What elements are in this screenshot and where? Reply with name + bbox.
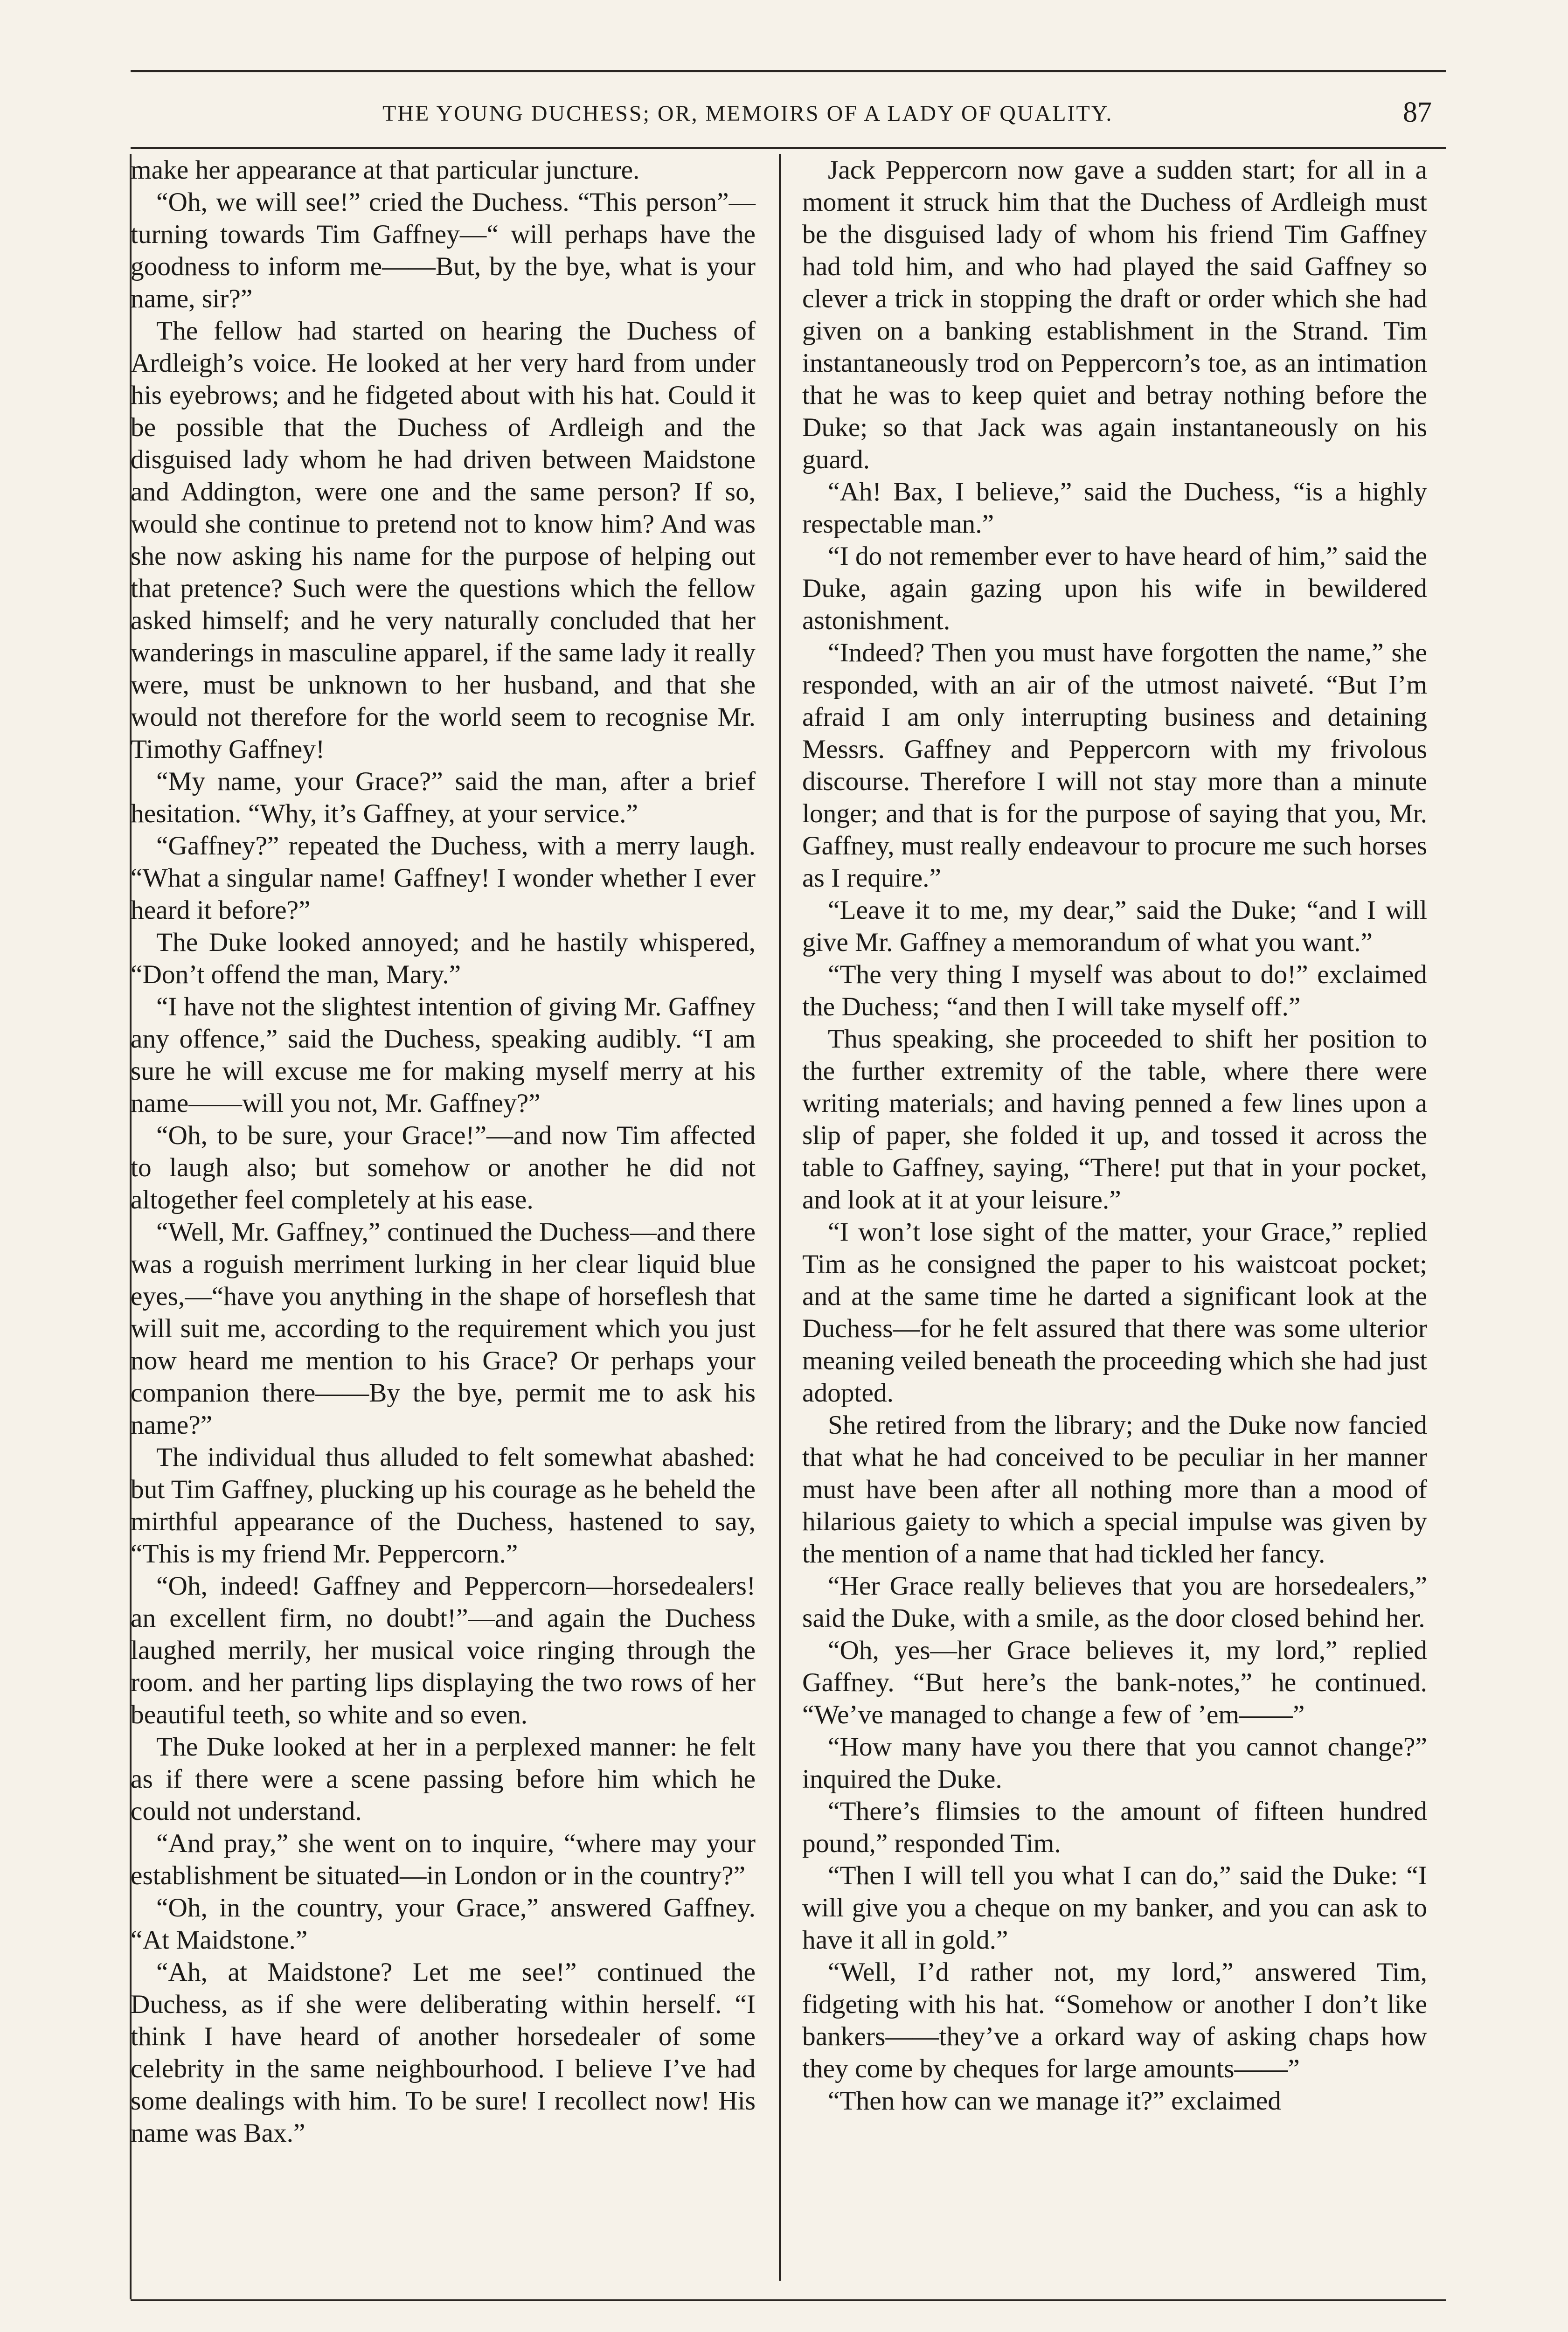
paragraph: make her appearance at that particular juncture. xyxy=(131,155,640,185)
paragraph: “I won’t lose sight of the matter, your Grace,” replied Tim as he consigned the paper to his waistcoat pocket; and at the same time he darted a significant look at the Duchess—for he felt assured that there was some ulterior meaning veiled beneath the proceeding which she had just adopted. xyxy=(802,1217,1427,1408)
paragraph: “I do not remember ever to have heard of him,” said the Duke, again gazing upon his wife in bewildered astonishment. xyxy=(802,541,1427,635)
paragraph: She retired from the library; and the Duke now fancied that what he had conceived to be peculiar in her manner must have been after all nothing more than a mood of hilarious gaiety to which a special impulse was given by the mention of a name that had tickled her fancy. xyxy=(802,1410,1427,1569)
paragraph: “Well, Mr. Gaffney,” continued the Duchess—and there was a roguish merriment lurking in her clear liquid blue eyes,—“have you anything in the shape of horseflesh that will suit me, according to the requirement which you just now heard me mention to his Grace? Or perhaps your companion there——By the bye, permit me to ask his name?” xyxy=(131,1217,756,1440)
left-column xyxy=(131,154,756,2149)
paragraph: Jack Peppercorn now gave a sudden start; for all in a moment it struck him that the Duchess of Ardleigh must be the disguised lady of whom his friend Tim Gaffney had told him, and who had played the said Gaffney so clever a trick in stopping the draft or order which she had given on a banking establishment in the Strand. Tim instantaneously trod on Peppercorn’s toe, as an intimation that he was to keep quiet and betray nothing before the Duke; so that Jack was again instantaneously on his guard. xyxy=(802,155,1427,474)
paragraph: “Oh, indeed! Gaffney and Peppercorn—horsedealers! an excellent firm, no doubt!”—and again the Duchess laughed merrily, her musical voice ringing through the room. and her parting lips displaying the two rows of her beautiful teeth, so white and so even. xyxy=(131,1571,756,1729)
page-header xyxy=(117,92,1446,144)
paragraph: Thus speaking, she proceeded to shift her position to the further extremity of the table, where there were writing materials; and having penned a few lines upon a slip of paper, she folded it up, and tossed it across the table to Gaffney, saying, “There! put that in your pocket, and look at it at your leisure.” xyxy=(802,1024,1427,1215)
column-divider xyxy=(779,154,781,2281)
bottom-rule xyxy=(131,2299,1446,2301)
paragraph: “Her Grace really believes that you are horsedealers,” said the Duke, with a smile, as the door closed behind her. xyxy=(802,1571,1427,1633)
paragraph: “Oh, we will see!” cried the Duchess. “This person”—turning towards Tim Gaffney—“ will perhaps have the goodness to inform me——But, by the bye, what is your name, sir?” xyxy=(131,187,756,313)
paragraph: “I have not the slightest intention of giving Mr. Gaffney any offence,” said the Duchess, speaking audibly. “I am sure he will excuse me for making myself merry at his name——will you not, Mr. Gaffney?” xyxy=(131,992,756,1118)
page-number: 87 xyxy=(1403,97,1432,128)
paragraph: “Then I will tell you what I can do,” said the Duke: “I will give you a cheque on my banker, and you can ask to have it all in gold.” xyxy=(802,1861,1427,1955)
paragraph: “Oh, yes—her Grace believes it, my lord,” replied Gaffney. “But here’s the bank-notes,” he continued. “We’ve managed to change a few of ’em——” xyxy=(802,1636,1427,1729)
paragraph: “Oh, to be sure, your Grace!”—and now Tim affected to laugh also; but somehow or another he did not altogether feel completely at his ease. xyxy=(131,1121,756,1215)
paragraph: “There’s flimsies to the amount of fifteen hundred pound,” responded Tim. xyxy=(802,1797,1427,1858)
header-rule xyxy=(131,147,1446,149)
paragraph: “Indeed? Then you must have forgotten the name,” she responded, with an air of the utmost naiveté. “But I’m afraid I am only interrupting business and detaining Messrs. Gaffney and Peppercorn with my frivolous discourse. Therefore I will not stay more than a minute longer; and that is for the purpose of saying that you, Mr. Gaffney, must really endeavour to procure me such horses as I require.” xyxy=(802,638,1427,893)
top-rule xyxy=(131,70,1446,72)
paragraph: “Leave it to me, my dear,” said the Duke; “and I will give Mr. Gaffney a memorandum of what you want.” xyxy=(802,895,1427,957)
paragraph: “Well, I’d rather not, my lord,” answered Tim, fidgeting with his hat. “Somehow or another I don’t like bankers——they’ve a orkard way of asking chaps how they come by cheques for large amounts——” xyxy=(802,1957,1427,2083)
running-head: THE YOUNG DUCHESS; OR, MEMOIRS OF A LADY OF QUALITY. xyxy=(382,101,1113,126)
paragraph: The individual thus alluded to felt somewhat abashed: but Tim Gaffney, plucking up his courage as he beheld the mirthful appearance of the Duchess, hastened to say, “This is my friend Mr. Peppercorn.” xyxy=(131,1443,756,1569)
paragraph: “Ah, at Maidstone? Let me see!” continued the Duchess, as if she were deliberating within herself. “I think I have heard of another horsedealer of some celebrity in the same neighbourhood. I believe I’ve had some dealings with him. To be sure! I recollect now! His name was Bax.” xyxy=(131,1957,756,2148)
paragraph: “My name, your Grace?” said the man, after a brief hesitation. “Why, it’s Gaffney, at your service.” xyxy=(131,767,756,828)
book-page xyxy=(117,65,1446,2332)
right-column xyxy=(802,154,1427,2117)
paragraph: “Ah! Bax, I believe,” said the Duchess, “is a highly respectable man.” xyxy=(802,477,1427,539)
paragraph: The Duke looked at her in a perplexed manner: he felt as if there were a scene passing before him which he could not understand. xyxy=(131,1732,756,1826)
paragraph: “And pray,” she went on to inquire, “where may your establishment be situated—in London or in the country?” xyxy=(131,1829,756,1890)
paragraph: The fellow had started on hearing the Duchess of Ardleigh’s voice. He looked at her very hard from under his eyebrows; and he fidgeted about with his hat. Could it be possible that the Duchess of Ardleigh and the disguised lady whom he had driven between Maidstone and Addington, were one and the same person? If so, would she continue to pretend not to know him? And was she now asking his name for the purpose of helping out that pretence? Such were the questions which the fellow asked himself; and he very naturally concluded that her wanderings in masculine apparel, if the same lady it really were, must be unknown to her husband, and that she would not therefore for the world seem to recognise Mr. Timothy Gaffney! xyxy=(131,316,756,764)
paragraph: “How many have you there that you cannot change?” inquired the Duke. xyxy=(802,1732,1427,1794)
paragraph: “The very thing I myself was about to do!” exclaimed the Duchess; “and then I will take myself off.” xyxy=(802,960,1427,1021)
paragraph: “Gaffney?” repeated the Duchess, with a merry laugh. “What a singular name! Gaffney! I wonder whether I ever heard it before?” xyxy=(131,831,756,925)
paragraph: “Then how can we manage it?” exclaimed xyxy=(828,2086,1281,2116)
paragraph: “Oh, in the country, your Grace,” answered Gaffney. “At Maidstone.” xyxy=(131,1893,756,1955)
paragraph: The Duke looked annoyed; and he hastily whispered, “Don’t offend the man, Mary.” xyxy=(131,928,756,989)
